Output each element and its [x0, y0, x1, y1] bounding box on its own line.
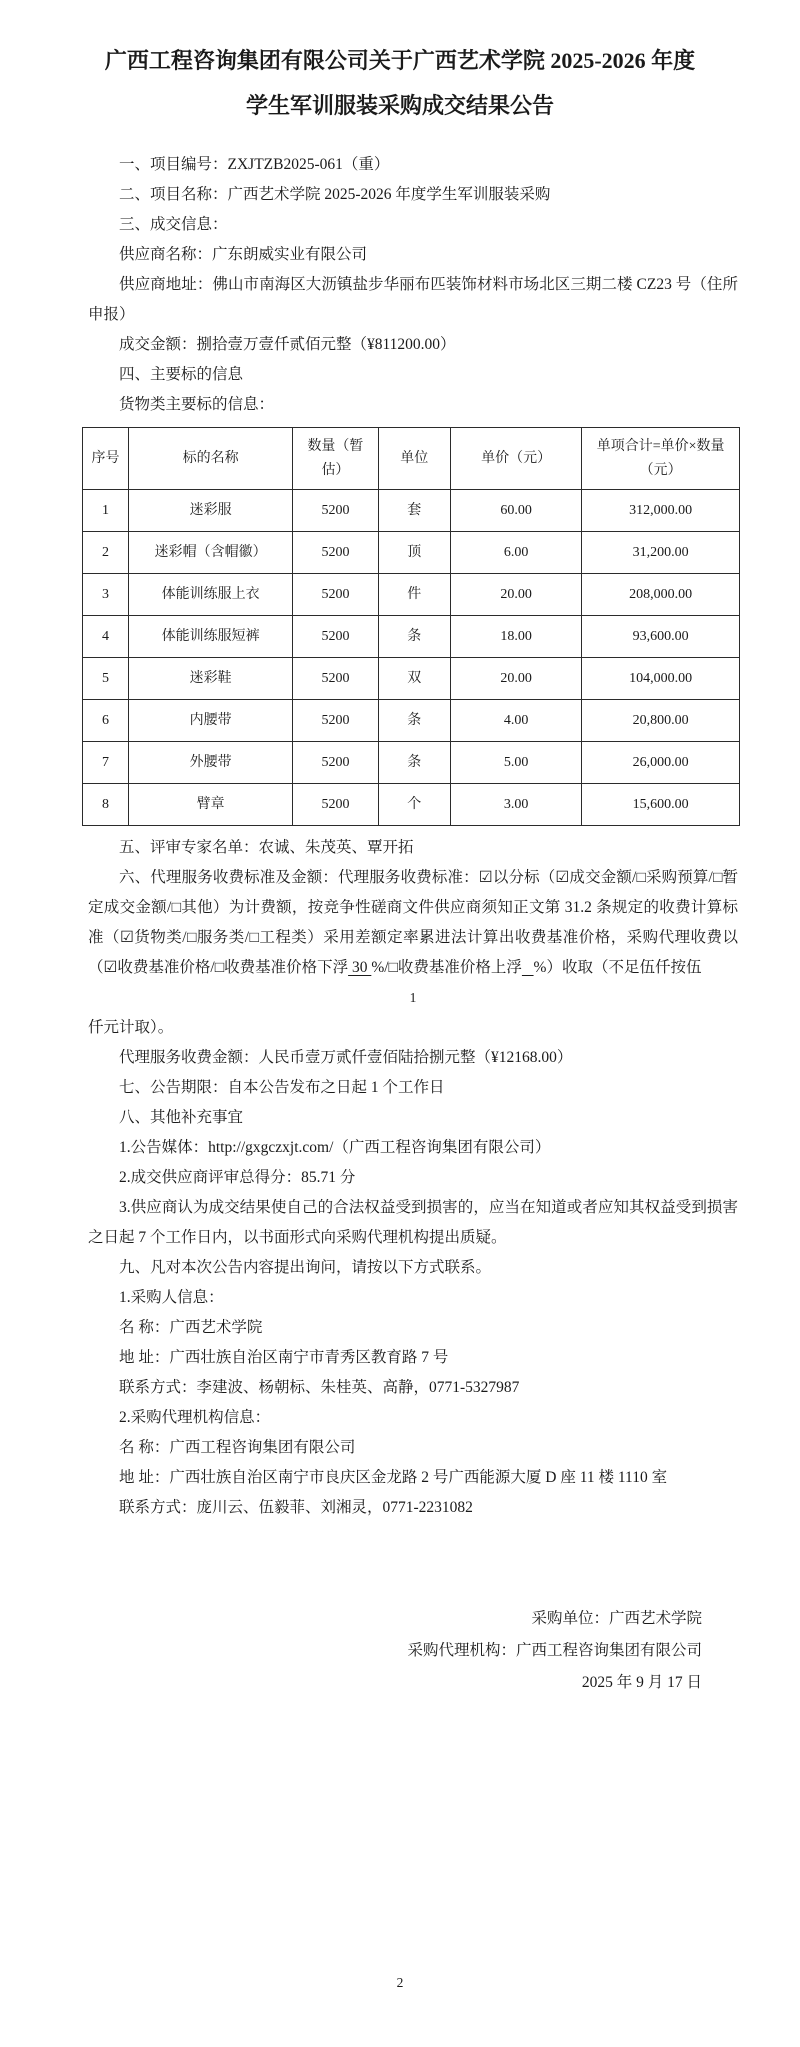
cell-seq: 7 [83, 742, 129, 784]
cell-price: 5.00 [450, 742, 581, 784]
cell-qty: 5200 [293, 532, 378, 574]
cell-name: 体能训练服上衣 [128, 574, 292, 616]
cell-seq: 3 [83, 574, 129, 616]
para-purchaser-address: 地 址：广西壮族自治区南宁市青秀区教育路 7 号 [119, 1349, 449, 1366]
table-row [83, 658, 740, 700]
cell-seq: 1 [83, 490, 129, 532]
signature-purchaser-line: 采购单位：广西艺术学院 [531, 1610, 702, 1627]
cell-price: 60.00 [450, 490, 581, 532]
table-row [83, 490, 740, 532]
para-announcement-media: 1.公告媒体：http://gxgczxjt.com/（广西工程咨询集团有限公司） [119, 1139, 551, 1156]
col-header-qty: 数量（暂估） [293, 428, 378, 490]
para-supplier-name: 供应商名称：广东朗威实业有限公司 [119, 246, 368, 263]
para-objection-notice: 3.供应商认为成交结果使自己的合法权益受到损害的，应当在知道或者应知其权益受到损害之日起 7 个工作日内，以书面形式向采购代理机构提出质疑。 [88, 1199, 738, 1246]
table-row [83, 784, 740, 826]
cell-price: 3.00 [450, 784, 581, 826]
cell-unit: 顶 [378, 532, 450, 574]
cell-seq: 8 [83, 784, 129, 826]
cell-price: 4.00 [450, 700, 581, 742]
para-purchaser-name: 名 称：广西艺术学院 [119, 1319, 263, 1336]
signature-agency-line: 采购代理机构：广西工程咨询集团有限公司 [407, 1642, 702, 1659]
para-agency-heading: 2.采购代理机构信息： [119, 1409, 271, 1426]
para-deal-info-heading: 三、成交信息： [119, 216, 228, 233]
para-agency-fee-amount: 代理服务收费金额：人民币壹万贰仟壹佰陆拾捌元整（¥12168.00） [119, 1049, 573, 1066]
cell-total: 20,800.00 [582, 700, 740, 742]
cell-name: 迷彩帽（含帽徽） [128, 532, 292, 574]
cell-qty: 5200 [293, 784, 378, 826]
para-project-name: 二、项目名称：广西艺术学院 2025-2026 年度学生军训服装采购 [119, 186, 551, 203]
col-header-unit: 单位 [378, 428, 450, 490]
cell-unit: 件 [378, 574, 450, 616]
cell-unit: 条 [378, 700, 450, 742]
fee-underlined-blank [522, 959, 534, 976]
cell-total: 208,000.00 [582, 574, 740, 616]
cell-unit: 条 [378, 616, 450, 658]
para-agency-address: 地 址：广西壮族自治区南宁市良庆区金龙路 2 号广西能源大厦 D 座 11 楼 1110 室 [119, 1469, 668, 1486]
col-header-name: 标的名称 [128, 428, 292, 490]
cell-price: 20.00 [450, 658, 581, 700]
cell-unit: 双 [378, 658, 450, 700]
cell-name: 内腰带 [128, 700, 292, 742]
table-row [83, 616, 740, 658]
para-fee-standard [88, 863, 738, 983]
cell-price: 20.00 [450, 574, 581, 616]
title-line-1: 广西工程咨询集团有限公司关于广西艺术学院 2025-2026 年度 [104, 48, 696, 73]
signature-date-line: 2025 年 9 月 17 日 [581, 1674, 702, 1691]
cell-total: 15,600.00 [582, 784, 740, 826]
cell-total: 31,200.00 [582, 532, 740, 574]
para-purchaser-contact: 联系方式：李建波、杨朝标、朱桂英、高静，0771-5327987 [119, 1379, 520, 1396]
fee-text-segment: 六、代理服务收费标准及金额：代理服务收费标准：☑以分标（☑成交金额/□采购预算/□暂定成交金额/□其他）为计费额，按竞争性磋商文件供应商须知正文第 31.2 条规定的收费计算标准（☑货物类/□服务类/□工程类）采用差额定率累进法计算出收费基准价格，采购代理收费以（☑收费基准价格/□收费基准价格下浮 [88, 869, 738, 976]
cell-total: 104,000.00 [582, 658, 740, 700]
table-row [83, 700, 740, 742]
cell-unit: 条 [378, 742, 450, 784]
cell-qty: 5200 [293, 490, 378, 532]
cell-qty: 5200 [293, 742, 378, 784]
fee-text-segment: %）收取（不足伍仟按伍 [533, 959, 702, 976]
para-deal-amount: 成交金额：捌拾壹万壹仟贰佰元整（¥811200.00） [119, 336, 456, 353]
cell-price: 18.00 [450, 616, 581, 658]
document-title [0, 0, 800, 128]
cell-name: 体能训练服短裤 [128, 616, 292, 658]
col-header-total: 单项合计=单价×数量（元） [582, 428, 740, 490]
col-header-price: 单价（元） [450, 428, 581, 490]
signature-block [88, 1603, 738, 1699]
cell-total: 26,000.00 [582, 742, 740, 784]
para-fee-standard-end: 仟元计取）。 [88, 1019, 174, 1036]
cell-unit: 个 [378, 784, 450, 826]
cell-name: 臂章 [128, 784, 292, 826]
para-agency-name: 名 称：广西工程咨询集团有限公司 [119, 1439, 356, 1456]
cell-seq: 4 [83, 616, 129, 658]
cell-price: 6.00 [450, 532, 581, 574]
fee-text-segment: %/□收费基准价格上浮 [371, 959, 522, 976]
table-row [83, 574, 740, 616]
table-header-row [83, 428, 740, 490]
cell-total: 93,600.00 [582, 616, 740, 658]
para-agency-contact: 联系方式：庞川云、伍毅菲、刘湘灵，0771-2231082 [119, 1499, 473, 1516]
para-expert-list: 五、评审专家名单：农诚、朱茂英、覃开拓 [119, 839, 414, 856]
cell-name: 迷彩鞋 [128, 658, 292, 700]
cell-qty: 5200 [293, 658, 378, 700]
cell-name: 迷彩服 [128, 490, 292, 532]
para-purchaser-heading: 1.采购人信息： [119, 1289, 224, 1306]
embedded-page-number: 1 [409, 990, 417, 1005]
goods-table [82, 427, 740, 826]
col-header-seq: 序号 [83, 428, 129, 490]
cell-seq: 6 [83, 700, 129, 742]
para-goods-info-label: 货物类主要标的信息： [119, 396, 275, 413]
cell-total: 312,000.00 [582, 490, 740, 532]
cell-seq: 5 [83, 658, 129, 700]
table-row [83, 742, 740, 784]
page-number-footer: 2 [396, 1975, 404, 1990]
document-body [0, 128, 800, 1699]
fee-underlined-discount-value: 30 [348, 959, 372, 976]
para-project-number: 一、项目编号：ZXJTZB2025-061（重） [119, 156, 390, 173]
cell-qty: 5200 [293, 616, 378, 658]
cell-seq: 2 [83, 532, 129, 574]
cell-qty: 5200 [293, 700, 378, 742]
cell-qty: 5200 [293, 574, 378, 616]
title-line-2: 学生军训服装采购成交结果公告 [245, 93, 554, 118]
para-supplier-address: 供应商地址：佛山市南海区大沥镇盐步华丽布匹装饰材料市场北区三期二楼 CZ23 号（住所申报） [88, 276, 738, 323]
para-review-score: 2.成交供应商评审总得分：85.71 分 [119, 1169, 356, 1186]
cell-name: 外腰带 [128, 742, 292, 784]
para-other-matters-heading: 八、其他补充事宜 [119, 1109, 244, 1126]
para-announcement-period: 七、公告期限：自本公告发布之日起 1 个工作日 [119, 1079, 445, 1096]
para-contact-heading: 九、凡对本次公告内容提出询问，请按以下方式联系。 [119, 1259, 492, 1276]
table-row [83, 532, 740, 574]
para-main-subject-heading: 四、主要标的信息 [119, 366, 244, 383]
cell-unit: 套 [378, 490, 450, 532]
